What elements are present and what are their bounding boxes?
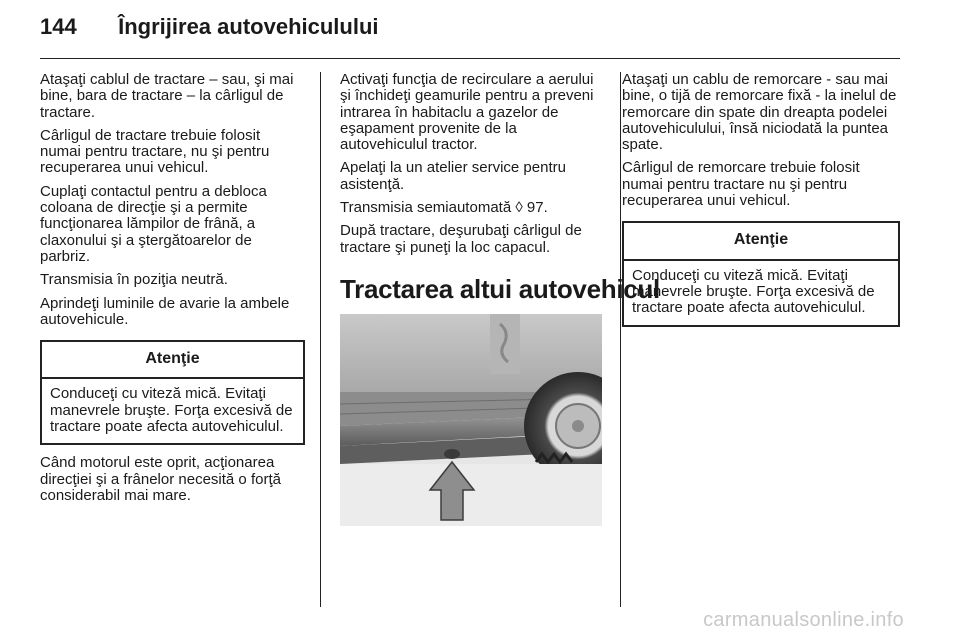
page-number: 144 — [40, 14, 77, 39]
column-divider-2 — [620, 72, 621, 607]
warning-body: Conduceţi cu viteză mică. Evitaţi manevrele bruşte. Forţa excesivă de tractare poate afecta autovehiculul. — [50, 385, 293, 436]
page-header — [40, 14, 379, 40]
paragraph: Aprindeţi luminile de avarie la ambele autovehicule. — [40, 294, 290, 328]
column-1 — [40, 72, 305, 511]
paragraph: Ataşaţi un cablu de remorcare - sau mai bine, o tijă de remorcare fixă - la inelul de remorcare din spate din dreapta podelei autovehiculului, însă niciodată la puntea spate. — [622, 71, 897, 154]
column-divider-1 — [320, 72, 321, 607]
paragraph: După tractare, deşurubaţi cârligul de tractare şi puneţi la loc capacul. — [340, 222, 582, 256]
column-2 — [340, 71, 660, 526]
page-title: Îngrijirea autovehiculului — [118, 14, 379, 39]
paragraph: Cârligul de tractare trebuie folosit numai pentru tractare, nu şi pentru recuperarea unui vehicul. — [40, 126, 270, 177]
warning-title: Atenţie — [42, 342, 303, 379]
warning-title: Atenţie — [624, 223, 898, 260]
paragraph: Transmisia în poziţia neutră. — [40, 271, 228, 289]
warning-body: Conduceţi cu viteză mică. Evitaţi manevrele bruşte. Forţa excesivă de tractare poate afecta autovehiculul. — [632, 266, 875, 317]
rear-towing-eye-illustration — [340, 314, 602, 526]
warning-box — [40, 340, 305, 445]
warning-box — [622, 221, 900, 326]
paragraph: Ataşaţi cablul de tractare – sau, şi mai bine, bara de tractare – la cârligul de tractare. — [40, 71, 294, 121]
paragraph: Când motorul este oprit, acţionarea direcţiei şi a frânelor necesită o forţă considerabil mai mare. — [40, 454, 281, 504]
paragraph: Transmisia semiautomată ◊ 97. — [340, 199, 548, 217]
column-3 — [622, 72, 900, 337]
paragraph: Cârligul de remorcare trebuie folosit numai pentru tractare nu şi pentru recuperarea unui vehicul. — [622, 159, 860, 210]
header-divider — [40, 58, 900, 59]
paragraph: Apelaţi la un atelier service pentru asistenţă. — [340, 159, 566, 193]
section-title: Tractarea altui autovehicul — [340, 273, 660, 304]
watermark-link[interactable]: carmanualsonline.info — [703, 609, 904, 631]
paragraph: Cuplaţi contactul pentru a debloca coloana de direcţie şi a permite funcţionarea lămpilor de frână, a claxonului şi a ştergătoarelor de parbriz. — [40, 182, 267, 265]
paragraph: Activaţi funcţia de recirculare a aerului şi închideţi geamurile pentru a preveni intrarea în habitaclu a gazelor de eşapament provenite de la autovehiculul tractor. — [340, 71, 594, 154]
